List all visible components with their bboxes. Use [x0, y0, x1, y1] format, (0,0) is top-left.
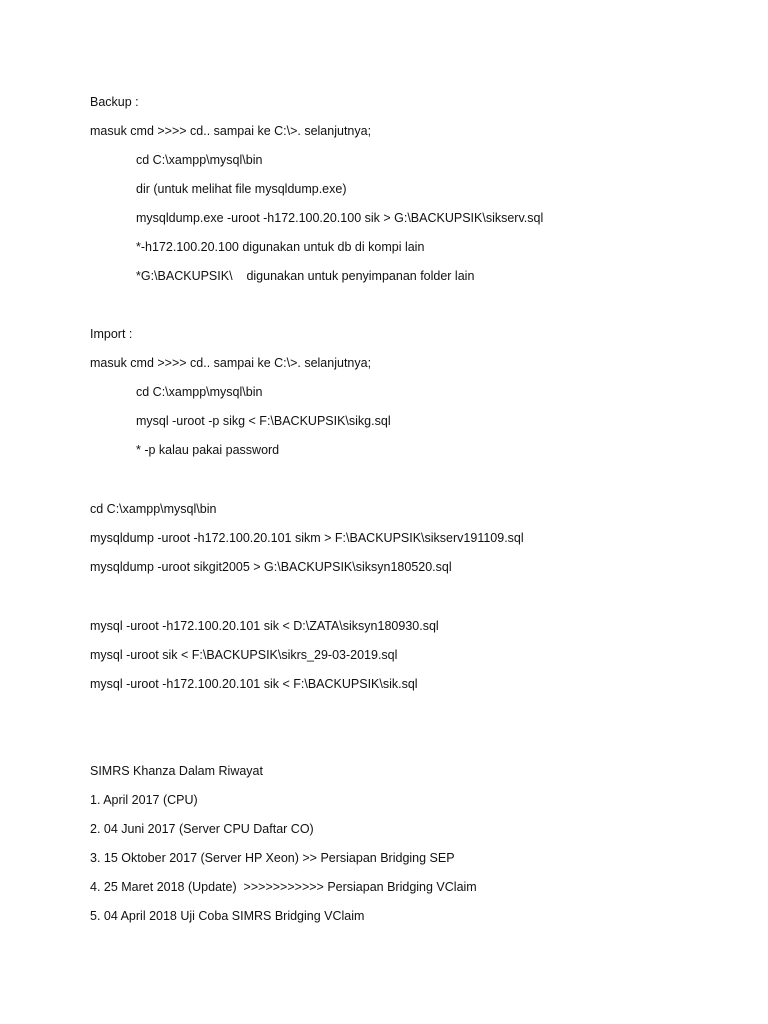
import-step: mysql -uroot -p sikg < F:\BACKUPSIK\sikg.sql [136, 414, 391, 428]
import-note: * -p kalau pakai password [136, 443, 280, 457]
command-line: cd C:\xampp\mysql\bin [90, 502, 217, 516]
history-item: 4. 25 Maret 2018 (Update) >>>>>>>>>>> Persiapan Bridging VClaim [90, 880, 477, 894]
command-line: mysqldump -uroot -h172.100.20.101 sikm > F:\BACKUPSIK\sikserv191109.sql [90, 531, 524, 545]
command-line: mysql -uroot sik < F:\BACKUPSIK\sikrs_29-03-2019.sql [90, 648, 398, 662]
backup-step: cd C:\xampp\mysql\bin [136, 153, 263, 167]
backup-step: dir (untuk melihat file mysqldump.exe) [136, 182, 347, 196]
import-intro: masuk cmd >>>> cd.. sampai ke C:\>. selanjutnya; [90, 356, 372, 370]
command-line: mysqldump -uroot sikgit2005 > G:\BACKUPSIK\siksyn180520.sql [90, 560, 452, 574]
import-step: cd C:\xampp\mysql\bin [136, 385, 263, 399]
command-line: mysql -uroot -h172.100.20.101 sik < D:\ZATA\siksyn180930.sql [90, 619, 439, 633]
backup-step: mysqldump.exe -uroot -h172.100.20.100 sik > G:\BACKUPSIK\sikserv.sql [136, 211, 544, 225]
import-heading: Import : [90, 327, 133, 341]
command-line: mysql -uroot -h172.100.20.101 sik < F:\BACKUPSIK\sik.sql [90, 677, 418, 691]
history-item: 3. 15 Oktober 2017 (Server HP Xeon) >> Persiapan Bridging SEP [90, 851, 455, 865]
history-item: 1. April 2017 (CPU) [90, 793, 198, 807]
backup-note: *G:\BACKUPSIK\ digunakan untuk penyimpanan folder lain [136, 269, 475, 283]
history-item: 2. 04 Juni 2017 (Server CPU Daftar CO) [90, 822, 314, 836]
backup-intro: masuk cmd >>>> cd.. sampai ke C:\>. selanjutnya; [90, 124, 372, 138]
backup-note: *-h172.100.20.100 digunakan untuk db di kompi lain [136, 240, 425, 254]
backup-heading: Backup : [90, 95, 139, 109]
history-item: 5. 04 April 2018 Uji Coba SIMRS Bridging VClaim [90, 909, 365, 923]
history-title: SIMRS Khanza Dalam Riwayat [90, 764, 263, 778]
